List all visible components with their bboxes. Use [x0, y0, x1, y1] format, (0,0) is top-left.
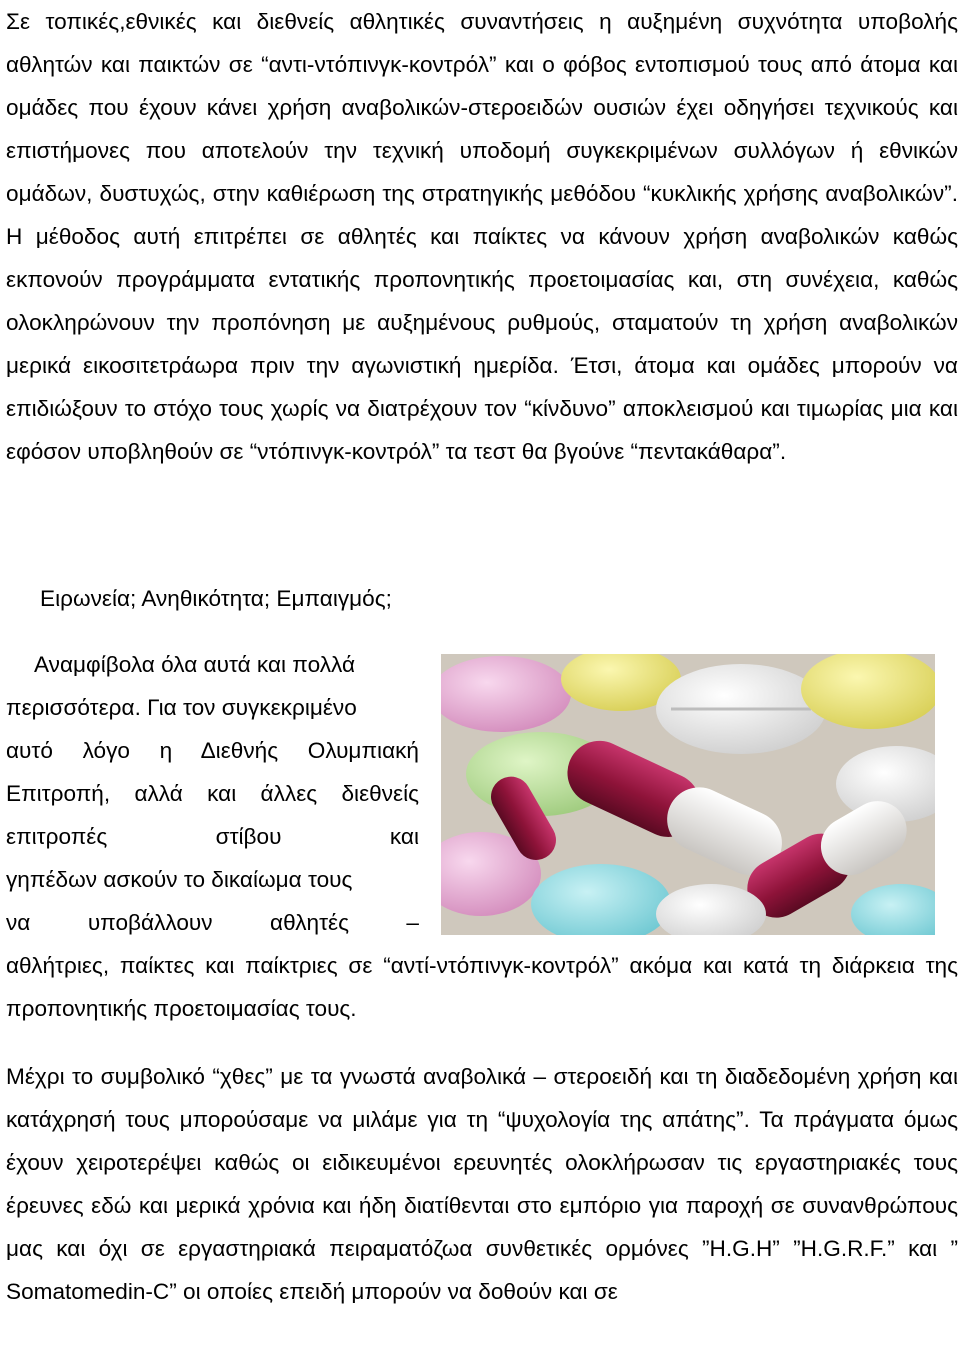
paragraph-3-line-3: αυτό λόγο η Διεθνής Ολυμπιακή [6, 738, 419, 763]
paragraph-3-line-2: περισσότερα. Για τον συγκεκριμένο [6, 695, 357, 720]
paragraph-1: Σε τοπικές,εθνικές και διεθνείς αθλητικές συναντήσεις η αυξημένη συχνότητα υποβολής αθλητών και παικτών σε “αντι-ντόπινγκ-κοντρόλ” και ο φόβος εντοπισμού τους από άτομα και ομάδες που έχουν κάνει χρήση αναβολικών-στεροειδών ουσιών έχει οδηγήσει τεχνικούς και επιστήμονες που αποτελούν την τεχνική υποδομή συγκεκριμένων συλλόγων ή εθνικών ομάδων, δυστυχώς, στην καθιέρωση της στρατηγικής μεθόδου “κυκλικής χρήσης αναβολικών”. Η μέθοδος αυτή επιτρέπει σε αθλητές και παίκτες να κάνουν χρήση αναβολικών καθώς εκπονούν προγράμματα εντατικής προπονητικής προετοιμασίας και, στη συνέχεια, καθώς ολοκληρώνουν την προπόνηση με αυξημένους ρυθμούς, σταματούν τη χρήση αναβολικών μερικά εικοσιτετράωρα πριν την αγωνιστική ημερίδα. Έτσι, άτομα και ομάδες μπορούν να επιδιώξουν το στόχο τους χωρίς να διατρέχουν τον “κίνδυνο” αποκλεισμού και τιμωρίας μια και εφόσον υποβληθούν σε “ντόπινγκ-κοντρόλ” τα τεστ θα βγούνε “πεντακάθαρα”. [6, 9, 958, 464]
paragraph-3-line-6: γηπέδων ασκούν το δικαίωμα τους [6, 867, 353, 892]
paragraph-3-line-1: Αναμφίβολα όλα αυτά και πολλά [34, 652, 356, 677]
paragraph-3-line-5: επιτροπές στίβου και [6, 824, 419, 849]
paragraph-3-line-7: να υποβάλλουν αθλητές – [6, 910, 419, 935]
pills-photo [441, 654, 935, 935]
paragraph-4: Μέχρι το συμβολικό “χθες” με τα γνωστά αναβολικά – στεροειδή και τη διαδεδομένη χρήση και κατάχρησή τους μπορούσαμε να μιλάμε για τη “ψυχολογία της απάτης”. Τα πράγματα όμως έχουν χειροτερέψει καθώς οι ειδικευμένοι ερευνητές ολοκλήρωσαν τις εργαστηριακές τους έρευνες εδώ και μερικά χρόνια και ήδη διατίθενται στο εμπόριο για παροχή σε συνανθρώπους μας και όχι σε εργαστηριακά πειραματόζωα συνθετικές ορμόνες ”H.G.H” ”H.G.R.F.” και ” Somatomedin-C” οι οποίες επειδή μπορούν να δοθούν και σε [6, 1064, 958, 1304]
paragraph-3-line-4: Επιτροπή, αλλά και άλλες διεθνείς [6, 781, 419, 806]
paragraph-2: Ειρωνεία; Ανηθικότητα; Εμπαιγμός; [40, 586, 392, 611]
paragraph-3-rest: αθλήτριες, παίκτες και παίκτριες σε “αντί-ντόπινγκ-κοντρόλ” ακόμα και κατά τη διάρκεια της προπονητικής προετοιμασίας τους. [6, 953, 958, 1021]
pills-illustration [441, 654, 935, 935]
